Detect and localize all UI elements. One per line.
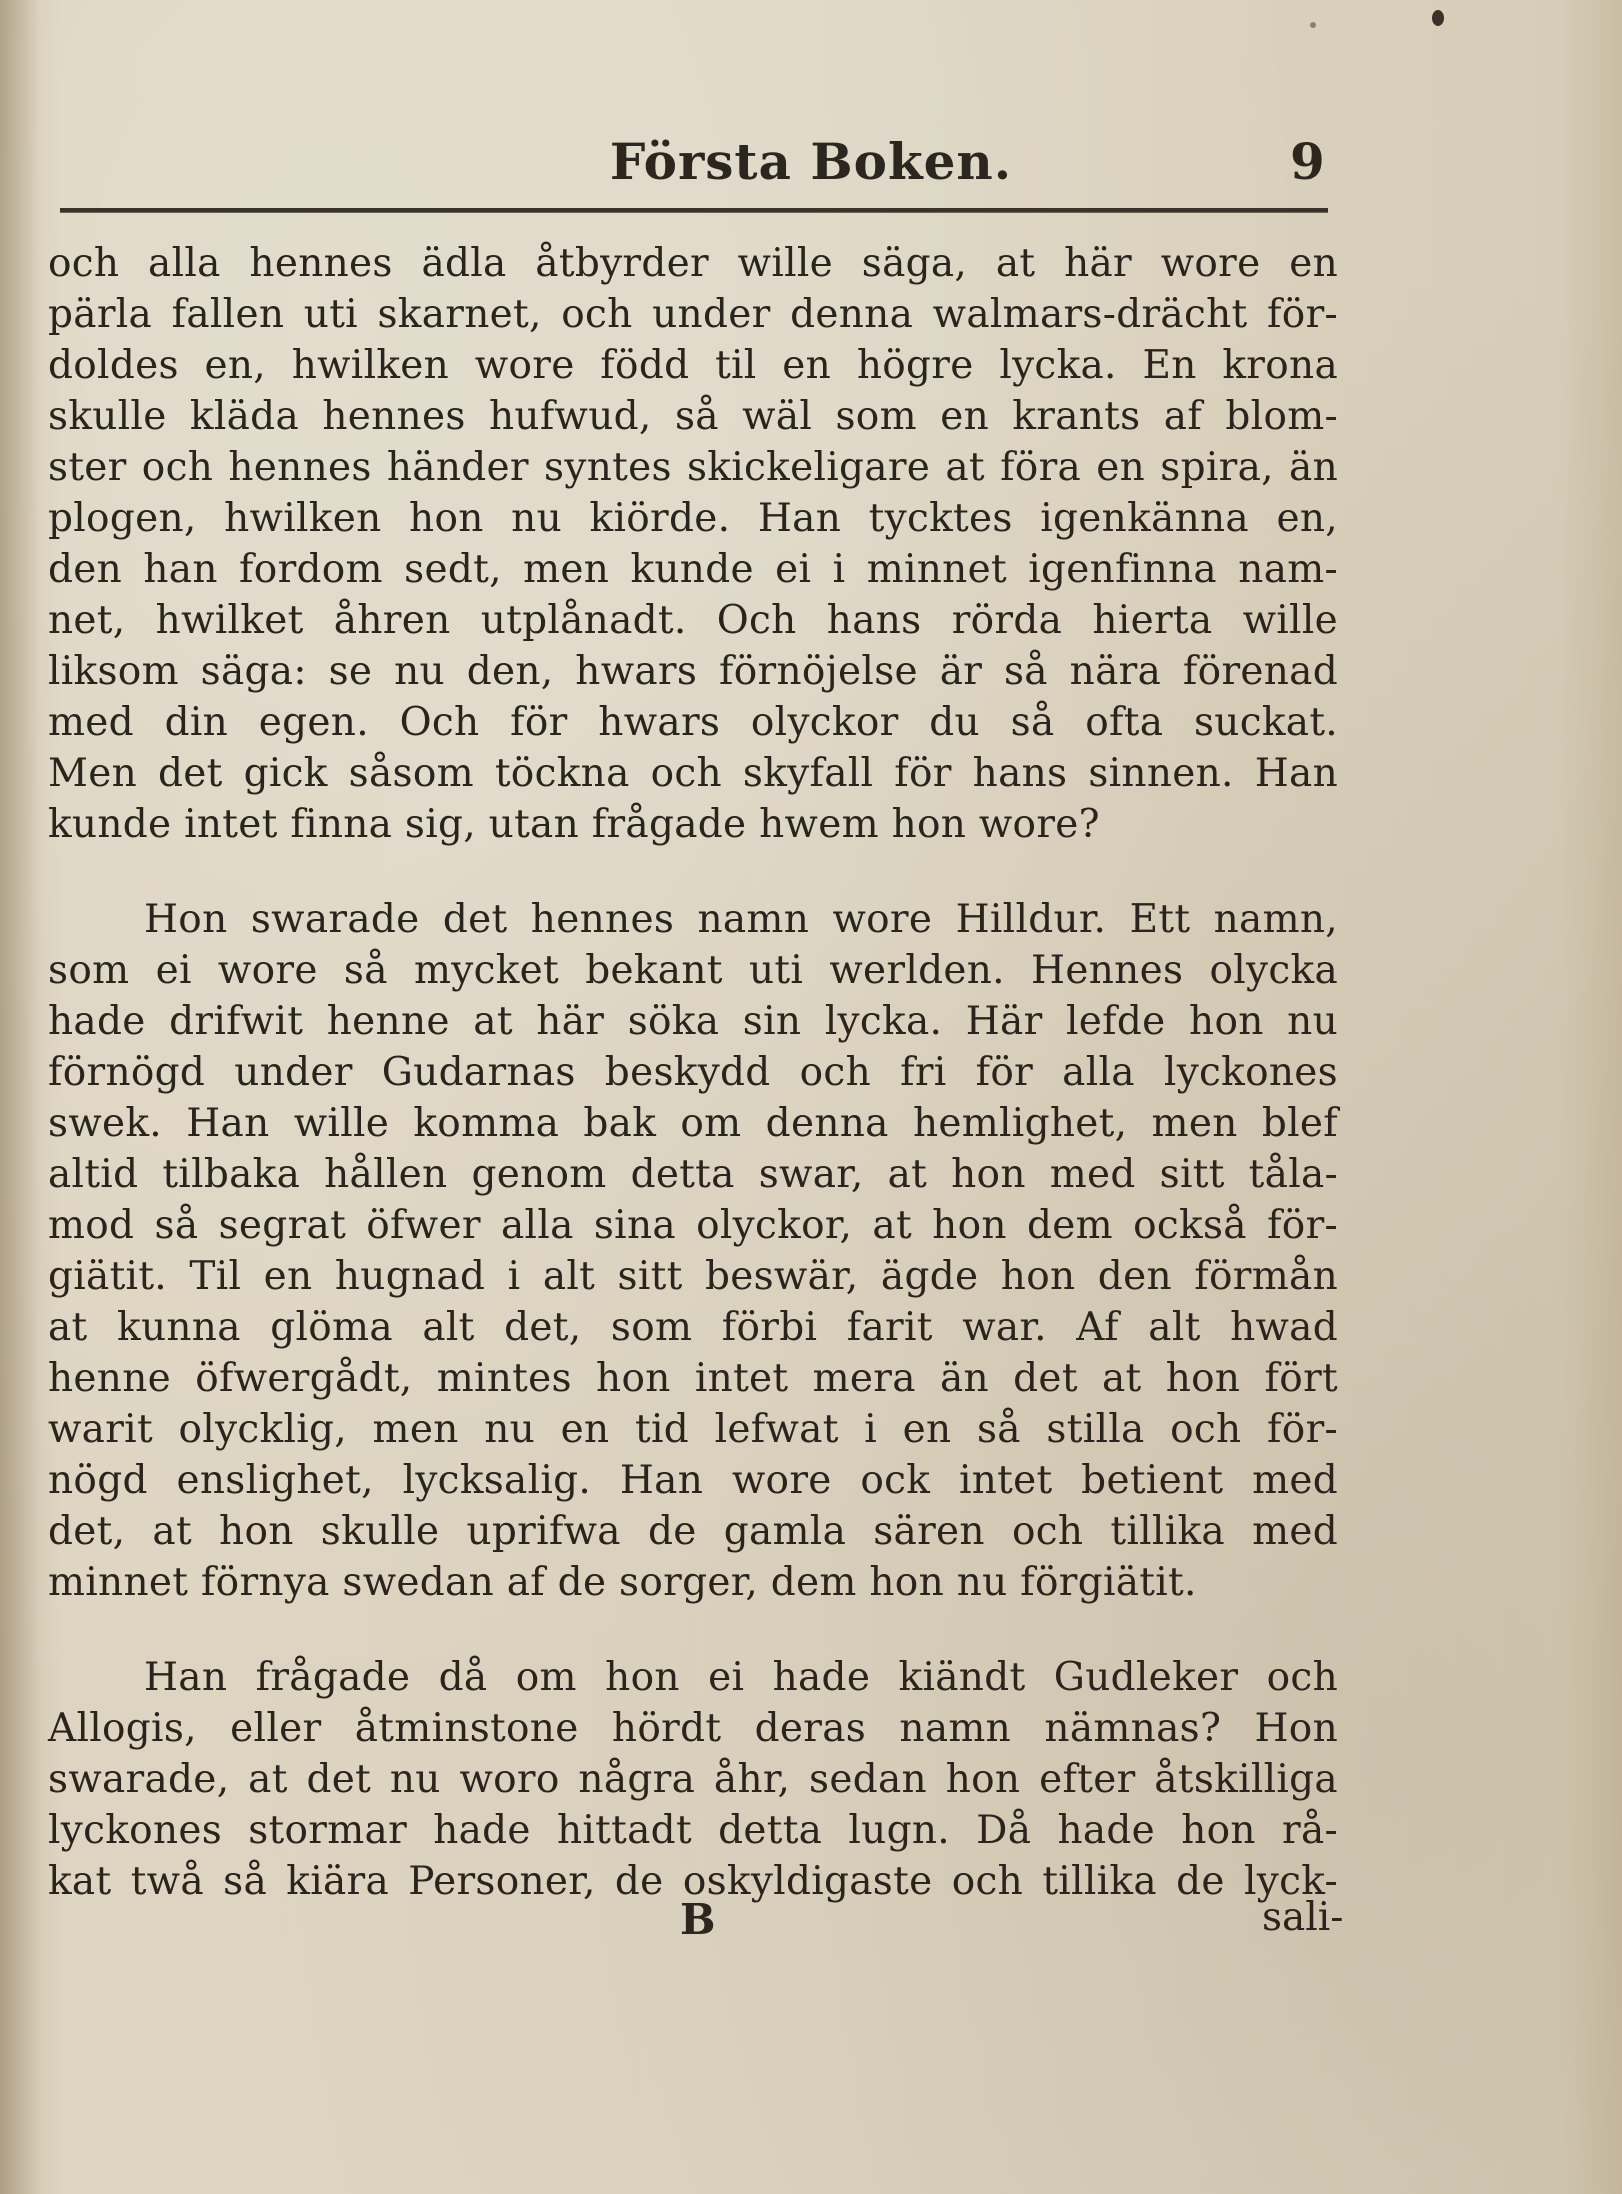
catchword: sali- bbox=[1262, 1895, 1344, 1940]
text-line: liksom säga: se nu den, hwars förnöjelse är så nära förenad bbox=[48, 649, 1338, 694]
text-line: plogen, hwilken hon nu kiörde. Han tycktes igenkänna en, bbox=[48, 496, 1338, 541]
paragraph bbox=[48, 1652, 1338, 1907]
text-line: net, hwilket åhren utplånadt. Och hans rörda hierta wille bbox=[48, 598, 1338, 643]
text-line: ster och hennes händer syntes skickeligare at föra en spira, än bbox=[48, 445, 1338, 490]
text-line: kat twå så kiära Personer, de oskyldigaste och tillika de lyck- bbox=[48, 1859, 1338, 1904]
text-line: med din egen. Och för hwars olyckor du så ofta suckat. bbox=[48, 700, 1338, 745]
binding-shadow bbox=[0, 0, 40, 2194]
text-line: förnögd under Gudarnas beskydd och fri för alla lyckones bbox=[48, 1050, 1338, 1095]
text-line: swek. Han wille komma bak om denna hemlighet, men blef bbox=[48, 1101, 1338, 1146]
text-line: warit olycklig, men nu en tid lefwat i en så stilla och för- bbox=[48, 1407, 1338, 1452]
paragraph bbox=[48, 238, 1338, 850]
text-line: henne öfwergådt, mintes hon intet mera än det at hon fört bbox=[48, 1356, 1338, 1401]
paper-speck bbox=[1310, 22, 1316, 28]
paragraph-gap bbox=[48, 850, 1338, 894]
text-line: nögd enslighet, lycksalig. Han wore ock intet betient med bbox=[48, 1458, 1338, 1503]
text-line: som ei wore så mycket bekant uti werlden. Hennes olycka bbox=[48, 948, 1338, 993]
text-line: Allogis, eller åtminstone hördt deras namn nämnas? Hon bbox=[48, 1706, 1338, 1751]
text-line: doldes en, hwilken wore född til en högre lycka. En krona bbox=[48, 343, 1338, 388]
text-line: altid tilbaka hållen genom detta swar, at hon med sitt tåla- bbox=[48, 1152, 1338, 1197]
text-line: Hon swarade det hennes namn wore Hilldur. Ett namn, bbox=[144, 897, 1338, 942]
page-number: 9 bbox=[1290, 132, 1325, 191]
text-line: det, at hon skulle uprifwa de gamla sären och tillika med bbox=[48, 1509, 1338, 1554]
text-line: den han fordom sedt, men kunde ei i minnet igenfinna nam- bbox=[48, 547, 1338, 592]
text-line: Han frågade då om hon ei hade kiändt Gudleker och bbox=[144, 1655, 1338, 1700]
header-rule bbox=[60, 208, 1328, 213]
paragraph-gap bbox=[48, 1608, 1338, 1652]
text-line: minnet förnya swedan af de sorger, dem hon nu förgiätit. bbox=[48, 1560, 1197, 1605]
paragraph bbox=[48, 894, 1338, 1608]
text-line: swarade, at det nu woro några åhr, sedan hon efter åtskilliga bbox=[48, 1757, 1338, 1802]
text-line: skulle kläda hennes hufwud, så wäl som en krants af blom- bbox=[48, 394, 1338, 439]
text-line: kunde intet finna sig, utan frågade hwem hon wore? bbox=[48, 802, 1100, 847]
signature-mark: B bbox=[680, 1895, 716, 1944]
text-line: Men det gick såsom töckna och skyfall för hans sinnen. Han bbox=[48, 751, 1338, 796]
text-line: giätit. Til en hugnad i alt sitt beswär, ägde hon den förmån bbox=[48, 1254, 1338, 1299]
text-line: hade drifwit henne at här söka sin lycka. Här lefde hon nu bbox=[48, 999, 1338, 1044]
text-line: lyckones stormar hade hittadt detta lugn. Då hade hon rå- bbox=[48, 1808, 1338, 1853]
text-line: pärla fallen uti skarnet, och under denna walmars-drächt för- bbox=[48, 292, 1338, 337]
text-line: mod så segrat öfwer alla sina olyckor, at hon dem också för- bbox=[48, 1203, 1338, 1248]
page-body bbox=[48, 238, 1338, 1907]
text-line: och alla hennes ädla åtbyrder wille säga, at här wore en bbox=[48, 241, 1338, 286]
paper-speck bbox=[1432, 10, 1444, 26]
text-line: at kunna glöma alt det, som förbi farit war. Af alt hwad bbox=[48, 1305, 1338, 1350]
running-title: Första Boken. bbox=[609, 132, 1013, 191]
